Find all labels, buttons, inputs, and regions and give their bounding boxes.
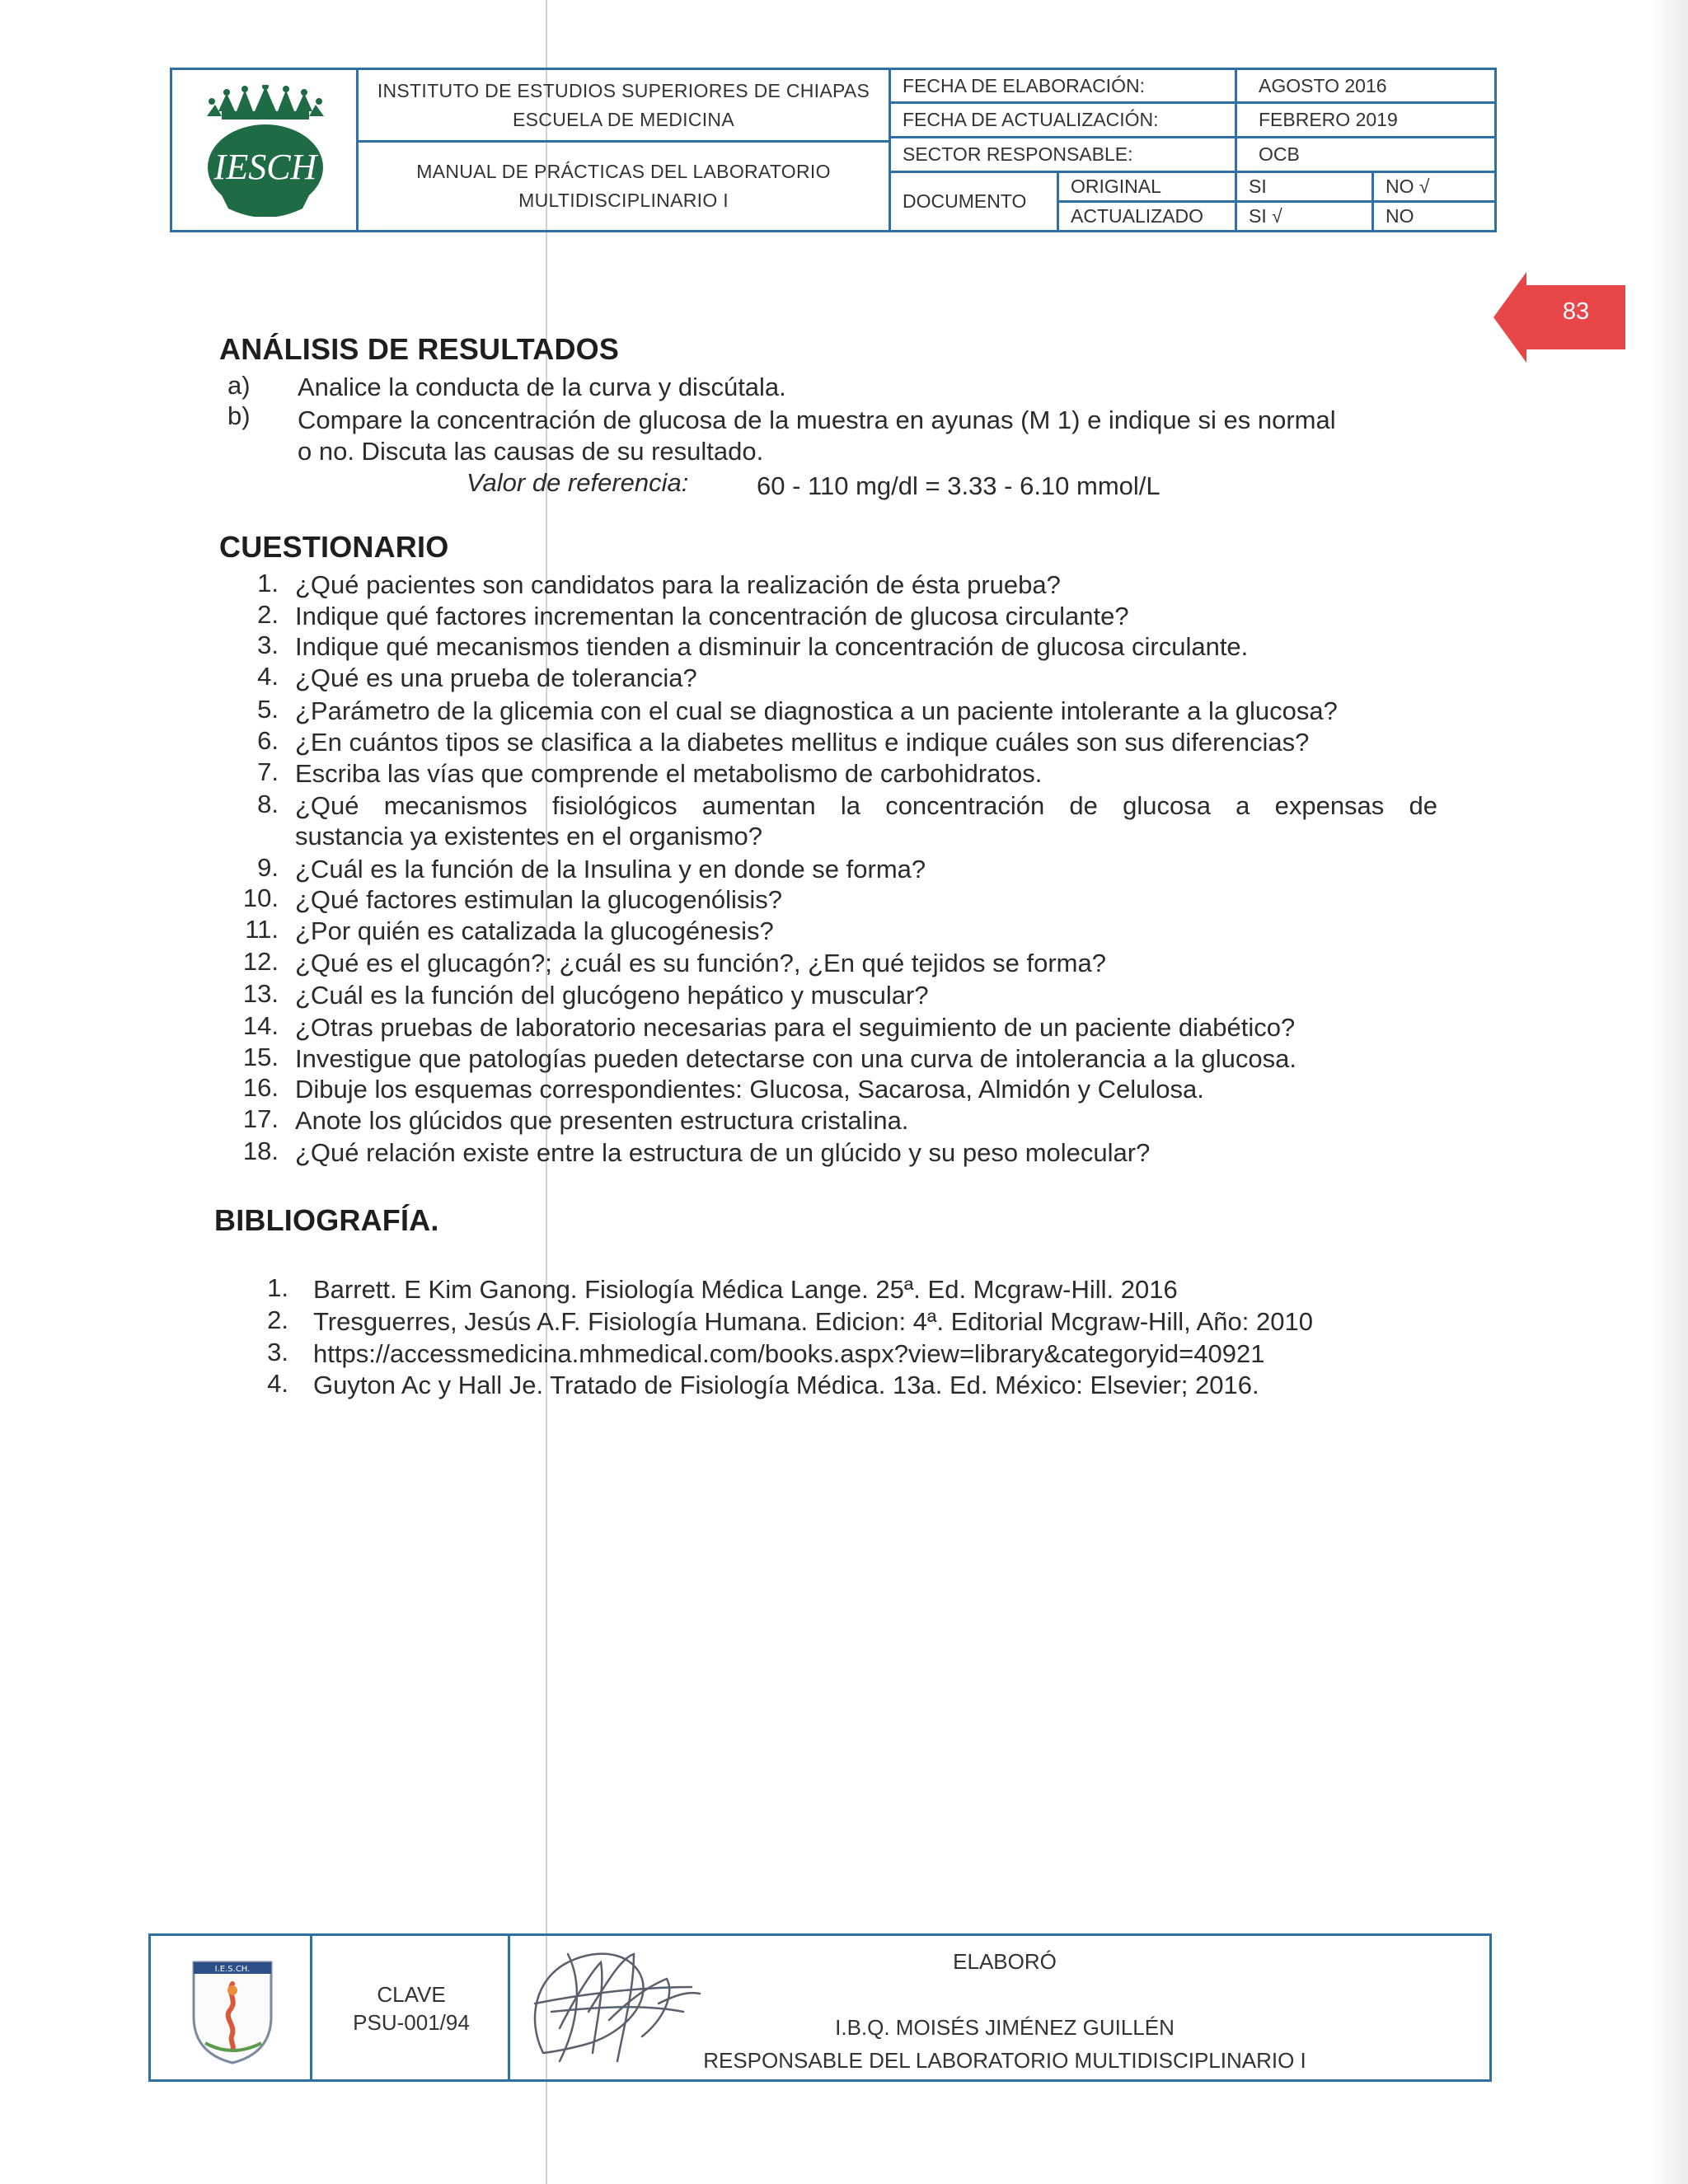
logo-text: IESCH [213,147,317,187]
cuestionario-number: 10. [242,883,279,912]
cuestionario-title: CUESTIONARIO [219,530,449,564]
bibliografia-title: BIBLIOGRAFÍA. [214,1203,439,1237]
cuestionario-item: ¿Qué es el glucagón?; ¿cuál es su función?, ¿En qué tejidos se forma? [295,949,1106,977]
clave-label: CLAVE [377,1982,446,2007]
cuestionario-item: ¿Otras pruebas de laboratorio necesarias para el seguimiento de un paciente diabético? [295,1013,1296,1042]
signature-icon [510,1929,757,2078]
actualizado-si: SI √ [1237,203,1374,230]
cuestionario-number: 6. [257,726,279,755]
seal-cell [151,1936,312,2079]
cuestionario-number: 9. [257,853,279,882]
analisis-title: ANÁLISIS DE RESULTADOS [219,332,620,366]
clave-cell [312,1936,510,2079]
original-label: ORIGINAL [1059,173,1237,203]
cuestionario-item: Indique qué factores incrementan la concentración de glucosa circulante? [295,602,1129,630]
cuestionario-number: 7. [257,757,279,786]
bibliografia-item: Tresguerres, Jesús A.F. Fisiología Humana. Edicion: 4ª. Editorial Mcgraw-Hill, Año: 2010 [313,1307,1313,1336]
school-name: ESCUELA DE MEDICINA [513,108,734,130]
reference-value: 60 - 110 mg/dl = 3.33 - 6.10 mmol/L [757,471,1160,500]
bibliografia-item[interactable]: https://accessmedicina.mhmedical.com/books.aspx?view=library&categoryid=40921 [313,1339,1265,1368]
analisis-item-b: Compare la concentración de glucosa de la muestra en ayunas (M 1) e indique si es normal [298,405,1336,434]
analisis-marker-a: a) [227,371,251,400]
sector-value: OCB [1237,138,1494,173]
cuestionario-item: sustancia ya existentes en el organismo? [295,822,762,851]
institute-name: INSTITUTO DE ESTUDIOS SUPERIORES DE CHIAPAS [377,79,870,101]
cuestionario-number: 12. [242,947,279,976]
clave-value: PSU-001/94 [353,2010,470,2035]
cuestionario-number: 16. [242,1073,279,1102]
original-no: NO √ [1374,173,1494,203]
fecha-actualizacion-label: FECHA DE ACTUALIZACIÓN: [891,104,1237,138]
institution-seal-icon [187,1951,278,2066]
cuestionario-number: 15. [242,1043,279,1071]
institute-cell [359,70,891,143]
fecha-elaboracion-label: FECHA DE ELABORACIÓN: [891,70,1237,104]
document-info-grid [891,70,1494,230]
page-number: 83 [1562,298,1590,325]
cuestionario-item: Anote los glúcidos que presenten estructura cristalina. [295,1106,909,1135]
cuestionario-number: 11. [245,915,279,944]
analisis-item-a: Analice la conducta de la curva y discútala. [298,373,786,401]
cuestionario-number: 17. [242,1104,279,1133]
cuestionario-item: ¿Qué factores estimulan la glucogenólisis? [295,885,783,914]
manual-cell [359,143,891,230]
fecha-elaboracion-value: AGOSTO 2016 [1237,70,1494,104]
cuestionario-number: 2. [257,600,279,629]
bibliografia-number: 1. [267,1273,288,1302]
document-header [170,68,1497,232]
responsible-role: RESPONSABLE DEL LABORATORIO MULTIDISCIPLINARIO I [703,2048,1306,2073]
cuestionario-item: Investigue que patologías pueden detectarse con una curva de intolerancia a la glucosa. [295,1044,1297,1073]
documento-label: DOCUMENTO [891,173,1059,230]
cuestionario-number: 5. [257,695,279,724]
cuestionario-number: 18. [242,1137,279,1165]
actualizado-no: NO [1386,205,1414,227]
cuestionario-number: 13. [242,979,279,1008]
bibliografia-number: 2. [267,1305,288,1334]
cuestionario-number: 14. [242,1011,279,1040]
cuestionario-item: Indique qué mecanismos tienden a disminuir la concentración de glucosa circulante. [295,632,1249,661]
cuestionario-item: Escriba las vías que comprende el metabolismo de carbohidratos. [295,759,1043,788]
page-edge-shadow [1648,0,1688,2184]
iesch-logo-icon [204,85,327,217]
actualizado-label: ACTUALIZADO [1059,203,1237,230]
cuestionario-item: ¿Qué relación existe entre la estructura de un glúcido y su peso molecular? [295,1138,1151,1167]
cuestionario-item: ¿Cuál es la función de la Insulina y en donde se forma? [295,855,926,883]
cuestionario-item: Dibuje los esquemas correspondientes: Glucosa, Sacarosa, Almidón y Celulosa. [295,1075,1204,1104]
bibliografia-item: Guyton Ac y Hall Je. Tratado de Fisiología Médica. 13a. Ed. México: Elsevier; 2016. [313,1371,1259,1399]
logo-cell [172,70,359,230]
responsible-name: I.B.Q. MOISÉS JIMÉNEZ GUILLÉN [835,2015,1175,2040]
cuestionario-number: 8. [257,790,279,818]
sector-label: SECTOR RESPONSABLE: [891,138,1237,173]
cuestionario-item: ¿Por quién es catalizada la glucogénesis? [295,916,774,945]
cuestionario-item: ¿Qué mecanismos fisiológicos aumentan la concentración de glucosa a expensas de [295,791,1437,820]
document-footer [148,1933,1492,2082]
cuestionario-number: 3. [257,630,279,659]
reference-label: Valor de referencia: [467,468,689,497]
cuestionario-item: ¿Qué pacientes son candidatos para la realización de ésta prueba? [295,570,1061,599]
manual-title-line2: MULTIDISCIPLINARIO I [518,190,729,211]
elaboro-cell [510,1936,1489,2079]
analisis-item-b-cont: o no. Discuta las causas de su resultado. [298,437,764,466]
elaboro-label: ELABORÓ [953,1949,1057,1974]
manual-title-line1: MANUAL DE PRÁCTICAS DEL LABORATORIO [416,161,831,182]
cuestionario-number: 1. [257,569,279,598]
bibliografia-number: 4. [267,1369,288,1398]
cuestionario-item: ¿Cuál es la función del glucógeno hepático y muscular? [295,981,929,1010]
seal-text: I.E.S.CH. [214,1965,251,1974]
cuestionario-item: ¿Qué es una prueba de tolerancia? [295,663,697,692]
cuestionario-item: ¿Parámetro de la glicemia con el cual se diagnostica a un paciente intolerante a la glucosa? [295,696,1338,725]
bibliografia-item: Barrett. E Kim Ganong. Fisiología Médica Lange. 25ª. Ed. Mcgraw-Hill. 2016 [313,1275,1178,1304]
cuestionario-number: 4. [257,662,279,691]
bibliografia-number: 3. [267,1338,288,1366]
analisis-marker-b: b) [227,401,251,430]
original-si: SI [1237,173,1374,203]
cuestionario-item: ¿En cuántos tipos se clasifica a la diabetes mellitus e indique cuáles son sus diferencias? [295,728,1310,757]
fecha-actualizacion-value: FEBRERO 2019 [1237,104,1494,138]
